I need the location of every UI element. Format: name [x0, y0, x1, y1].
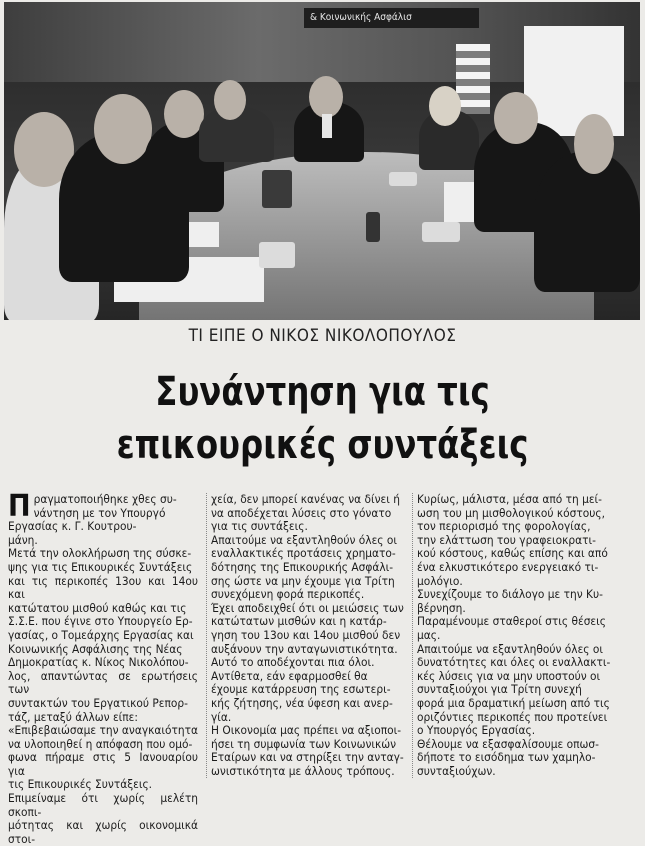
bottle: [366, 212, 380, 242]
flag: [456, 44, 490, 114]
person-head: [214, 80, 246, 120]
cup: [259, 242, 295, 268]
headline-line-1: Συνάντηση για τις: [155, 369, 490, 415]
person-head: [309, 76, 343, 118]
meeting-photo: [4, 2, 640, 320]
ministry-banner-text: & Κοινωνικής Ασφάλισ: [310, 12, 412, 23]
person-head: [574, 114, 614, 174]
cup: [422, 222, 460, 242]
cup: [389, 172, 417, 186]
article-column-3: Κυρίως, μάλιστα, μέσα από τη μεί- ωση του μη μισθολογικού κόστους, τον περιορισμό της φορολογίας, την ελάττωση του γραφειοκρατι- κού κόστους, καθώς επίσης και από ένα ελκυστικότερο ενεργειακό τι- μολόγιο. Συνεχίζουμε το διάλογο με την Κυ- βέρνηση. Παραμένουμε σταθεροί στις θέσεις μας. Απαιτούμε να εξαντληθούν όλες οι δυνατότητες και όλες οι εναλλακτι- κές λύσεις για να μην υποστούν οι συνταξιούχοι για Τρίτη συνεχή φορά μια δραματική μείωση από τις οριζόντιες περικοπές που προτείνει ο Υπουργός Εργασίας. Θέλουμε να εξασφαλίσουμε οπωσ- δήποτε το εισόδημα των χαμηλο- συνταξιούχων.: [412, 493, 617, 778]
person-head: [94, 94, 152, 164]
article-column-2: χεία, δεν μπορεί κανένας να δίνει ή να αποδέχεται λύσεις στο γόνατο για τις συντάξεις. Απαιτούμε να εξαντληθούν όλες οι εναλλακτικές προτάσεις χρηματο- δότησης της Επικουρικής Ασφάλι- σης ώστε να μην έχουμε για Τρίτη συνεχόμενη φορά περικοπές. Έχει αποδειχθεί ότι οι μειώσεις των κατώτατων μισθών και η κατάρ- γηση του 13ου και 14ου μισθού δεν αυξάνουν την ανταγωνιστικότητα. Αυτό το αποδέχονται πια όλοι. Αντίθετα, εάν εφαρμοσθεί θα έχουμε κατάρρευση της εσωτερι- κής ζήτησης, νέα ύφεση και ανερ- γία. Η Οικονομία μας πρέπει να αξιοποι- ήσει τη συμφωνία των Κοινωνικών Εταίρων και να στηρίξει την ανταγ- ωνιστικότητα με άλλους τρόπους.: [206, 493, 407, 778]
article-kicker: ΤΙ ΕΙΠΕ Ο ΝΙΚΟΣ ΝΙΚΟΛΟΠΟΥΛΟΣ: [188, 326, 457, 346]
headline-line-2: επικουρικές συντάξεις: [116, 422, 529, 468]
person-head: [164, 90, 204, 138]
article-headline: [32, 366, 613, 472]
whiteboard: [524, 26, 624, 136]
person-head: [494, 92, 538, 144]
ministry-banner: [304, 8, 479, 28]
coffee-pot: [262, 170, 292, 208]
drop-cap: Π: [8, 489, 31, 524]
person-head: [429, 86, 461, 126]
shirt: [322, 114, 332, 138]
article-column-1: [8, 489, 198, 846]
column-1-text: ραγματοποιήθηκε χθες συ- νάντηση με τον Υπουργό Εργασίας κ. Γ. Κουτρου- μάνη. Μετά την ολοκλήρωση της σύσκε- ψης για τις Επικουρικές Συντάξεις και τις περικοπές 13ου και 14ου και κατώτατου μισθού καθώς και τις Σ.Σ.Ε. που έγινε στο Υπουργείο Ερ- γασίας, ο Τομεάρχης Εργασίας και Κοινωνικής Ασφάλισης της Νέας Δημοκρατίας κ. Νίκος Νικολόπου- λος, απαντώντας σε ερωτήσεις των συντακτών του Εργατικού Ρεπορ- τάζ, μεταξύ άλλων είπε: «Επιβεβαιώσαμε την αναγκαιότητα να υλοποιηθεί η απόφαση που ομό- φωνα πήραμε στις 5 Ιανουαρίου για τις Επικουρικές Συντάξεις. Επιμείναμε ότι χωρίς μελέτη σκοπι- μότητας και χωρίς οικονομικά στοι-: [8, 492, 198, 846]
person-right: [534, 152, 640, 292]
